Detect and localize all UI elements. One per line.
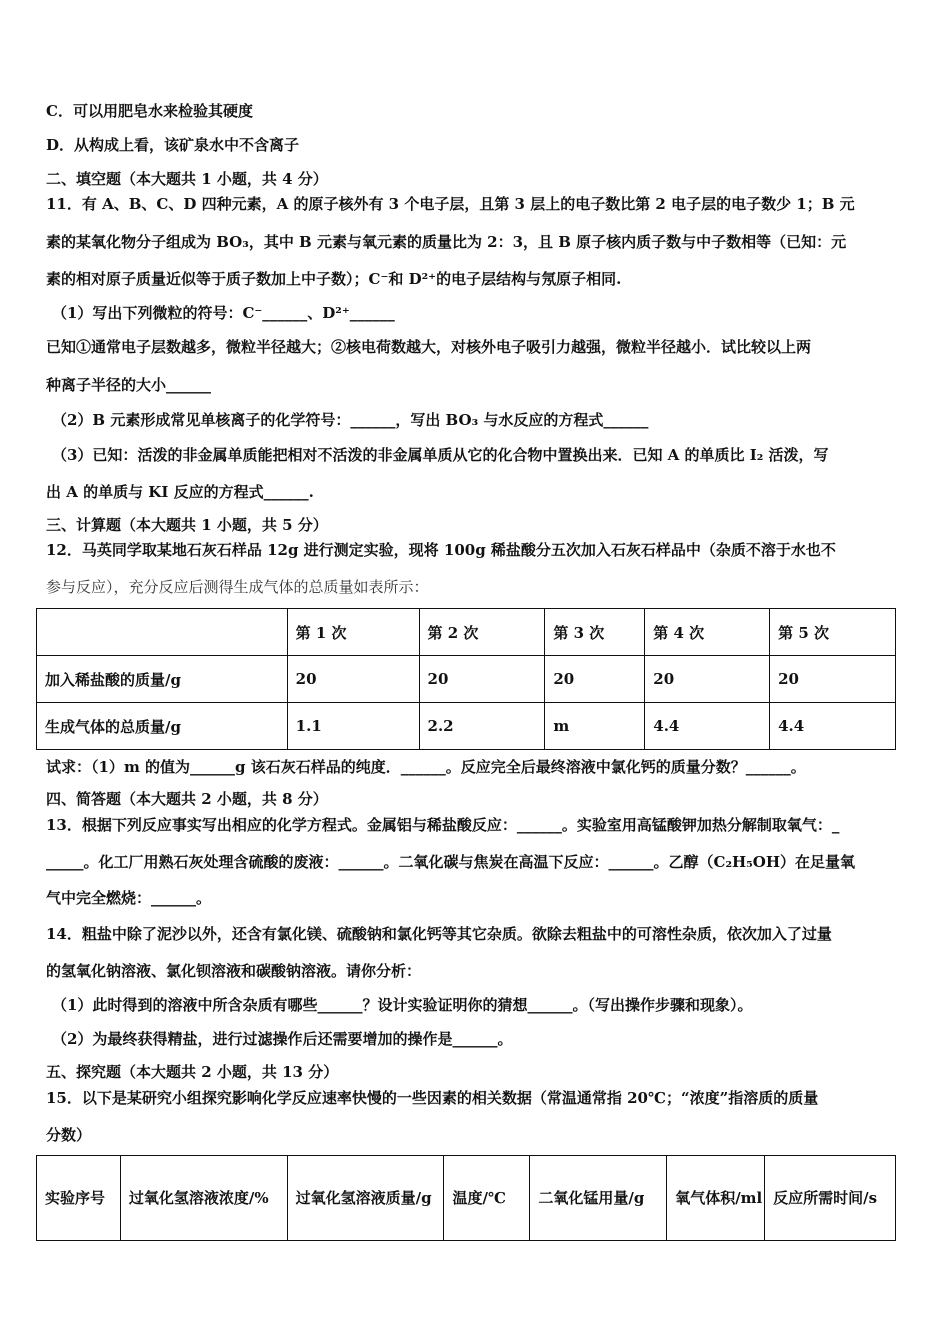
table-cell <box>37 609 288 656</box>
table-cell: 温度/℃ <box>444 1156 530 1241</box>
table-cell: 4.4 <box>770 703 896 750</box>
q11-known-line-1: 已知①通常电子层数越多，微粒半径越大；②核电荷数越大，对核外电子吸引力越强，微粒半径越小．试比较以上两 <box>46 338 812 356</box>
table-cell: 20 <box>645 656 770 703</box>
table-cell: 加入稀盐酸的质量/g <box>37 656 288 703</box>
table-cell: 二氧化锰用量/g <box>530 1156 667 1241</box>
table-cell: 20 <box>419 656 545 703</box>
q13-line-3: 气中完全燃烧：______。 <box>46 889 212 907</box>
table-header-row <box>37 1156 896 1241</box>
table-row <box>37 656 896 703</box>
table-cell: 第 3 次 <box>545 609 645 656</box>
q15-line-2: 分数） <box>46 1126 92 1144</box>
option-c: C．可以用肥皂水来检验其硬度 <box>46 102 253 120</box>
table-cell: 第 5 次 <box>770 609 896 656</box>
q11-line-1: 11．有 A、B、C、D 四种元素，A 的原子核外有 3 个电子层，且第 3 层上的电子数比第 2 电子层的电子数少 1；B 元 <box>46 195 855 213</box>
table-cell: 第 4 次 <box>645 609 770 656</box>
section-heading-calculation: 三、计算题（本大题共 1 小题，共 5 分） <box>46 516 328 534</box>
table-cell: 氧气体积/ml <box>667 1156 765 1241</box>
table-row <box>37 703 896 750</box>
reaction-rate-table <box>36 1155 896 1241</box>
q11-line-2: 素的某氧化物分子组成为 BO₃，其中 B 元素与氧元素的质量比为 2：3，且 B 原子核内质子数与中子数相等（已知：元 <box>46 233 847 251</box>
table-header-row <box>37 609 896 656</box>
table-cell: 20 <box>287 656 419 703</box>
table-cell: 第 1 次 <box>287 609 419 656</box>
section-heading-inquiry: 五、探究题（本大题共 2 小题，共 13 分） <box>46 1063 339 1081</box>
q11-part-3-line-2: 出 A 的单质与 KI 反应的方程式______. <box>46 483 314 501</box>
table-cell: 1.1 <box>287 703 419 750</box>
q13-line-1: 13．根据下列反应事实写出相应的化学方程式。金属铝与稀盐酸反应：______。实验室用高锰酸钾加热分解制取氧气：_ <box>46 816 840 834</box>
table-cell: 20 <box>770 656 896 703</box>
table-cell: 过氧化氢溶液质量/g <box>287 1156 444 1241</box>
q11-line-3: 素的相对原子质量近似等于质子数加上中子数）；C⁻和 D²⁺的电子层结构与氖原子相同. <box>46 270 622 288</box>
table-cell: m <box>545 703 645 750</box>
option-d: D．从构成上看，该矿泉水中不含离子 <box>46 136 300 154</box>
table-cell: 生成气体的总质量/g <box>37 703 288 750</box>
q12-line-1: 12．马英同学取某地石灰石样品 12g 进行测定实验，现将 100g 稀盐酸分五次加入石灰石样品中（杂质不溶于水也不 <box>46 541 836 559</box>
table-cell: 4.4 <box>645 703 770 750</box>
q11-part-2: （2）B 元素形成常见单核离子的化学符号：______，写出 BO₃ 与水反应的方程式______ <box>52 411 649 429</box>
gas-mass-table <box>36 608 896 750</box>
table-cell: 过氧化氢溶液浓度/% <box>120 1156 287 1241</box>
q13-line-2: _____。化工厂用熟石灰处理含硫酸的废液：______。二氧化碳与焦炭在高温下反应：______。乙醇（C₂H₅OH）在足量氧 <box>46 853 855 871</box>
table-cell: 反应所需时间/s <box>765 1156 896 1241</box>
q11-known-line-2: 种离子半径的大小______ <box>46 376 212 394</box>
q11-part-1: （1）写出下列微粒的符号：C⁻______、D²⁺______ <box>52 304 395 322</box>
q12-line-2: 参与反应），充分反应后测得生成气体的总质量如表所示： <box>46 578 429 596</box>
table-cell: 第 2 次 <box>419 609 545 656</box>
section-heading-short-answer: 四、简答题（本大题共 2 小题，共 8 分） <box>46 790 328 808</box>
q14-part-1: （1）此时得到的溶液中所含杂质有哪些______？设计实验证明你的猜想______。（写出操作步骤和现象）。 <box>52 996 753 1014</box>
section-heading-fill-in: 二、填空题（本大题共 1 小题，共 4 分） <box>46 170 328 188</box>
table-cell: 20 <box>545 656 645 703</box>
q14-line-1: 14．粗盐中除了泥沙以外，还含有氯化镁、硫酸钠和氯化钙等其它杂质。欲除去粗盐中的可溶性杂质，依次加入了过量 <box>46 925 832 943</box>
q15-line-1: 15．以下是某研究小组探究影响化学反应速率快慢的一些因素的相关数据（常温通常指 20℃；“浓度”指溶质的质量 <box>46 1089 819 1107</box>
q14-part-2: （2）为最终获得精盐，进行过滤操作后还需要增加的操作是______。 <box>52 1030 513 1048</box>
q11-part-3-line-1: （3）已知：活泼的非金属单质能把相对不活泼的非金属单质从它的化合物中置换出来．已知 A 的单质比 I₂ 活泼，写 <box>52 446 829 464</box>
table-cell: 实验序号 <box>37 1156 121 1241</box>
q14-line-2: 的氢氧化钠溶液、氯化钡溶液和碳酸钠溶液。请你分析： <box>46 962 422 980</box>
q12-questions: 试求：（1）m 的值为______g 该石灰石样品的纯度．______。反应完全后最终溶液中氯化钙的质量分数？______。 <box>46 758 806 776</box>
table-cell: 2.2 <box>419 703 545 750</box>
